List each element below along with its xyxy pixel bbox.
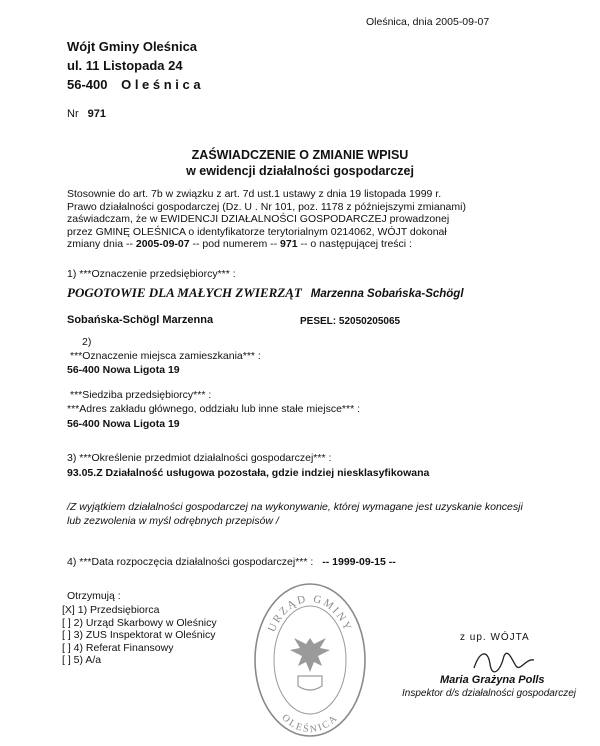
- recipient-item: [ ] 3) ZUS Inspektorat w Oleśnicy: [62, 629, 216, 641]
- residence-address: 56-400 Nowa Ligota 19: [67, 364, 180, 376]
- seal-top-text: URZĄD GMINY: [265, 592, 355, 634]
- eagle-emblem-icon: [290, 638, 330, 690]
- seal-bottom-text: OLEŚNICA: [279, 712, 341, 736]
- section4: [67, 556, 396, 568]
- recipient-item: [ ] 4) Referat Finansowy: [62, 641, 174, 654]
- recipient-item: [X] 1) Przedsiębiorca: [62, 604, 160, 616]
- company-owner: Marzenna Sobańska-Schögl: [310, 288, 464, 300]
- sender-postal: 56-400: [67, 77, 108, 92]
- recipient-item: [ ] 2) Urząd Skarbowy w Oleśnicy: [62, 616, 217, 629]
- document-title: ZAŚWIADCZENIE O ZMIANIE WPISU: [191, 148, 409, 162]
- activity: 93.05.Z Działalność usługowa pozostała, gdzie indziej niesklasyfikowana: [67, 467, 430, 479]
- intro-paragraph: [67, 188, 466, 251]
- company-line: [67, 285, 464, 301]
- recipient-item: [ ] 5) A/a: [62, 654, 102, 666]
- svg-text:OLEŚNICA: [279, 712, 340, 735]
- section3-label: 3) ***Określenie przedmiot działalności gospodarczej*** :: [67, 452, 332, 464]
- change-number: 971: [280, 238, 298, 250]
- reference-number: [67, 108, 106, 120]
- exception-line: /Z wyjątkiem działalności gospodarczej na wykonywanie, której wymagane jest uzyskanie koncesji: [67, 501, 523, 513]
- change-date: 2005-09-07: [135, 238, 190, 250]
- document-subtitle: w ewidencji działalności gospodarczej: [186, 164, 414, 178]
- intro-line: zaświadczam, że w EWIDENCJI DZIAŁALNOŚCI GOSPODARCZEJ prowadzonej: [67, 213, 450, 225]
- sender-city: O l e ś n i c a: [121, 77, 201, 92]
- company-name: POGOTOWIE DLA MAŁYCH ZWIERZĄT: [67, 285, 302, 300]
- intro-line: przez GMINĘ OLEŚNICA o identyfikatorze terytorialnym 0214062, WÓJT dokonał: [67, 225, 447, 238]
- branch-address: 56-400 Nowa Ligota 19: [67, 418, 180, 430]
- signature-role: Inspektor d/s działalności gospodarczej: [402, 688, 576, 699]
- section1-label: 1) ***Oznaczenie przedsiębiorcy*** :: [67, 268, 236, 280]
- pesel: PESEL: 52050205065: [300, 316, 401, 327]
- intro-line: Prawo działalności gospodarczej (Dz. U . Nr 101, poz. 1178 z późniejszymi zmianami): [67, 200, 466, 213]
- intro-text: zmiany dnia --: [67, 238, 133, 250]
- intro-line: [67, 238, 466, 251]
- svg-text:URZĄD GMINY: [266, 593, 354, 634]
- place-date: Oleśnica, dnia 2005-09-07: [366, 16, 490, 28]
- seat-label: ***Siedziba przedsiębiorcy*** :: [70, 389, 212, 401]
- sender-street: ul. 11 Listopada 24: [67, 58, 183, 73]
- section2-number: 2): [82, 336, 92, 348]
- official-seal: [252, 580, 368, 740]
- section4-label: 4) ***Data rozpoczęcia działalności gospodarczej*** :: [67, 556, 314, 568]
- intro-line: Stosownie do art. 7b w związku z art. 7d ust.1 ustawy z dnia 19 listopada 1999 r.: [67, 188, 442, 200]
- branch-label: ***Adres zakładu głównego, oddziału lub inne stałe miejsce*** :: [67, 403, 361, 415]
- handwritten-signature: [470, 646, 540, 674]
- intro-text: -- pod numerem --: [192, 238, 278, 250]
- signature-header: z up. WÓJTA: [460, 632, 530, 643]
- sender-name: Wójt Gminy Oleśnica: [67, 39, 198, 54]
- section2-label: ***Oznaczenie miejsca zamieszkania*** :: [70, 350, 261, 362]
- intro-text: -- o następującej treści :: [300, 238, 412, 250]
- reference-label: Nr: [67, 108, 79, 120]
- recipients-heading: Otrzymują :: [67, 590, 121, 602]
- signature-name: Maria Grażyna Polls: [440, 674, 545, 686]
- reference-value: 971: [87, 108, 107, 120]
- sender-city-line: [67, 76, 201, 93]
- start-date: -- 1999-09-15 --: [322, 556, 396, 568]
- recipients-list: [62, 604, 217, 667]
- exception-line: lub zezwolenia w myśl odrębnych przepisów /: [67, 515, 279, 527]
- person-name: Sobańska-Schögl Marzenna: [67, 314, 214, 326]
